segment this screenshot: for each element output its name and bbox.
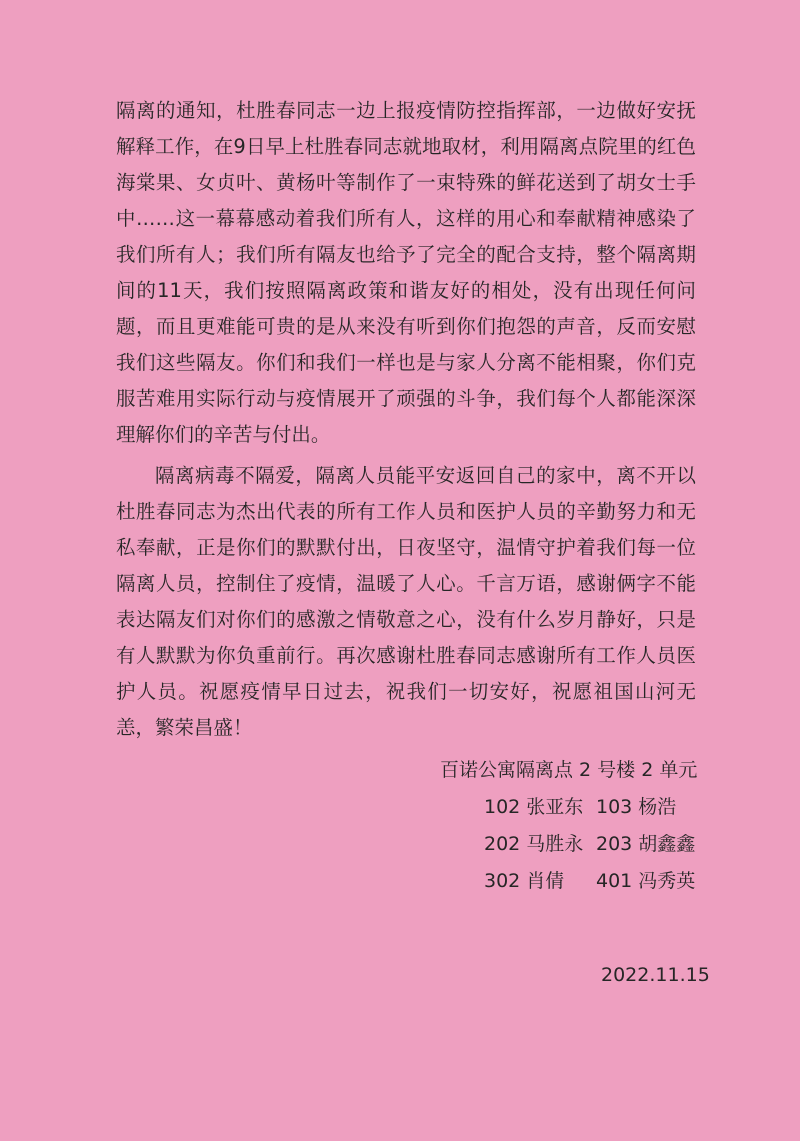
paragraph-closing: 隔离病毒不隔爱，隔离人员能平安返回自己的家中，离不开以杜胜春同志为杰出代表的所有工作人员和医护人员的辛勤努力和无私奉献，正是你们的默默付出，日夜坚守，温情守护着我们每一位隔离人员，控制住了疫情，温暖了人心。千言万语，感谢俩字不能表达隔友们对你们的感激之情敬意之心，没有什么岁月静好，只是有人默默为你负重前行。再次感谢杜胜春同志感谢所有工作人员医护人员。祝愿疫情早日过去，祝我们一切安好，祝愿祖国山河无恙，繁荣昌盛！ xyxy=(116,464,696,739)
signatory-name: 102 张亚东 xyxy=(484,796,584,818)
letter-body xyxy=(116,93,696,746)
signature-organization: 百诺公寓隔离点 2 号楼 2 单元 xyxy=(440,759,698,781)
signatory-name: 202 马胜永 xyxy=(484,833,584,855)
letter-date: 2022.11.15 xyxy=(601,964,710,986)
signatory-name: 401 冯秀英 xyxy=(596,870,696,892)
signature-row xyxy=(440,863,700,900)
signature-block xyxy=(440,752,700,900)
signatory-name: 302 肖倩 xyxy=(484,870,565,892)
paragraph-continuation: 隔离的通知，杜胜春同志一边上报疫情防控指挥部，一边做好安抚解释工作，在9日早上杜胜春同志就地取材，利用隔离点院里的红色海棠果、女贞叶、黄杨叶等制作了一束特殊的鲜花送到了胡女士手中……这一幕幕感动着我们所有人，这样的用心和奉献精神感染了我们所有人；我们所有隔友也给予了完全的配合支持，整个隔离期间的11天，我们按照隔离政策和谐友好的相处，没有出现任何问题，而且更难能可贵的是从来没有听到你们抱怨的声音，反而安慰我们这些隔友。你们和我们一样也是与家人分离不能相聚，你们克服苦难用实际行动与疫情展开了顽强的斗争，我们每个人都能深深理解你们的辛苦与付出。 xyxy=(116,99,696,446)
signatory-name: 203 胡鑫鑫 xyxy=(596,833,696,855)
signatory-name: 103 杨浩 xyxy=(596,796,677,818)
signature-row xyxy=(440,789,700,826)
signature-row xyxy=(440,826,700,863)
